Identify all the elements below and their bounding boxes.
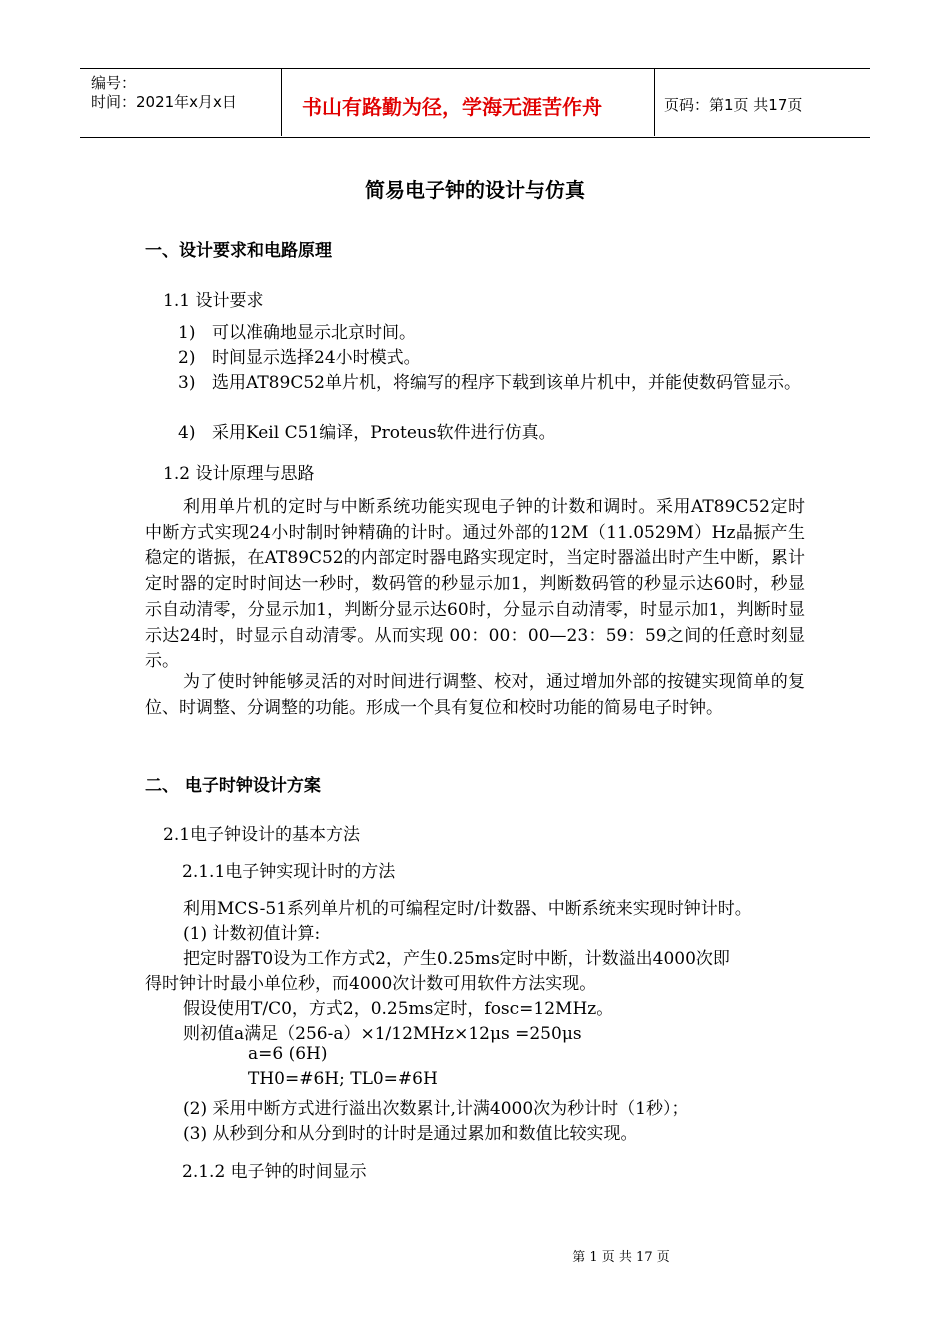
- method-line: a=6 (6H): [248, 1044, 328, 1064]
- method-line: TH0=#6H; TL0=#6H: [248, 1069, 438, 1089]
- section1-heading: 一、设计要求和电路原理: [145, 241, 332, 261]
- method-line: 把定时器T0设为工作方式2，产生0.25ms定时中断，计数溢出4000次即: [183, 949, 730, 969]
- header-motto: 书山有路勤为径，学海无涯苦作舟: [302, 95, 602, 119]
- method-line: (2) 采用中断方式进行溢出次数累计,计满4000次为秒计时（1秒）；: [183, 1099, 689, 1119]
- header-time-label: 时间：2021年x月x日: [91, 93, 237, 111]
- principle-paragraph-1: [145, 495, 805, 675]
- method-line: 利用MCS-51系列单片机的可编程定时/计数器、中断系统来实现时钟计时。: [183, 899, 752, 919]
- header-number-label: 编号：: [91, 74, 137, 92]
- method-line: 得时钟计时最小单位秒，而4000次计数可用软件方法实现。: [145, 974, 597, 994]
- requirement-text: 采用Keil C51编译，Proteus软件进行仿真。: [212, 423, 556, 443]
- method-line: 假设使用T/C0，方式2，0.25ms定时，fosc=12MHz。: [183, 999, 614, 1019]
- requirement-item: [178, 371, 806, 396]
- section2-sub11: 2.1.1电子钟实现计时的方法: [182, 862, 396, 882]
- requirement-item: [178, 346, 806, 371]
- requirement-number: 2): [178, 348, 196, 368]
- principle-text-2: 为了使时钟能够灵活的对时间进行调整、校对，通过增加外部的按键实现简单的复位、时调整、分调整的功能。形成一个具有复位和校时功能的简易电子时钟。: [145, 672, 805, 718]
- requirement-text: 选用AT89C52单片机，将编写的程序下载到该单片机中，并能使数码管显示。: [212, 373, 801, 393]
- header-divider-right: [654, 68, 655, 136]
- section1-sub1: 1.1 设计要求: [163, 291, 264, 311]
- header-page-label: 页码：第1页 共17页: [664, 96, 803, 114]
- page-title: 简易电子钟的设计与仿真: [365, 178, 585, 202]
- section2-heading: 二、 电子时钟设计方案: [145, 776, 321, 796]
- requirement-number: 1): [178, 323, 196, 343]
- section1-sub2: 1.2 设计原理与思路: [163, 464, 315, 484]
- principle-text-1: 利用单片机的定时与中断系统功能实现电子钟的计数和调时。采用AT89C52定时中断方式实现24小时制时钟精确的计时。通过外部的12M（11.0529M）Hz晶振产生稳定的谐振，在AT89C52的内部定时器电路实现定时，当定时器溢出时产生中断，累计定时器的定时时间达一秒时，数码管的秒显示加1，判断数码管的秒显示达60时，秒显示自动清零，分显示加1，判断分显示达60时，分显示自动清零，时显示加1，判断时显示达24时，时显示自动清零。从而实现 00：00：00—23：59：59之间的任意时刻显示。: [145, 497, 805, 672]
- requirement-number: 4): [178, 423, 196, 443]
- requirement-number: 3): [178, 373, 196, 393]
- header-divider-left: [281, 68, 282, 136]
- method-line: (3) 从秒到分和从分到时的计时是通过累加和数值比较实现。: [183, 1124, 638, 1144]
- requirement-item: [178, 321, 806, 346]
- requirement-item: [178, 421, 806, 446]
- method-line: (1) 计数初值计算:: [183, 924, 321, 944]
- principle-paragraph-2: [145, 670, 805, 721]
- page-footer: 第 1 页 共 17 页: [572, 1250, 670, 1265]
- requirement-text: 可以准确地显示北京时间。: [212, 323, 416, 343]
- method-line: 则初值a满足（256-a）×1/12MHz×12μs =250μs: [183, 1024, 582, 1044]
- requirement-text: 时间显示选择24小时模式。: [212, 348, 421, 368]
- section2-sub12: 2.1.2 电子钟的时间显示: [182, 1162, 367, 1182]
- section2-sub1: 2.1电子钟设计的基本方法: [163, 825, 361, 845]
